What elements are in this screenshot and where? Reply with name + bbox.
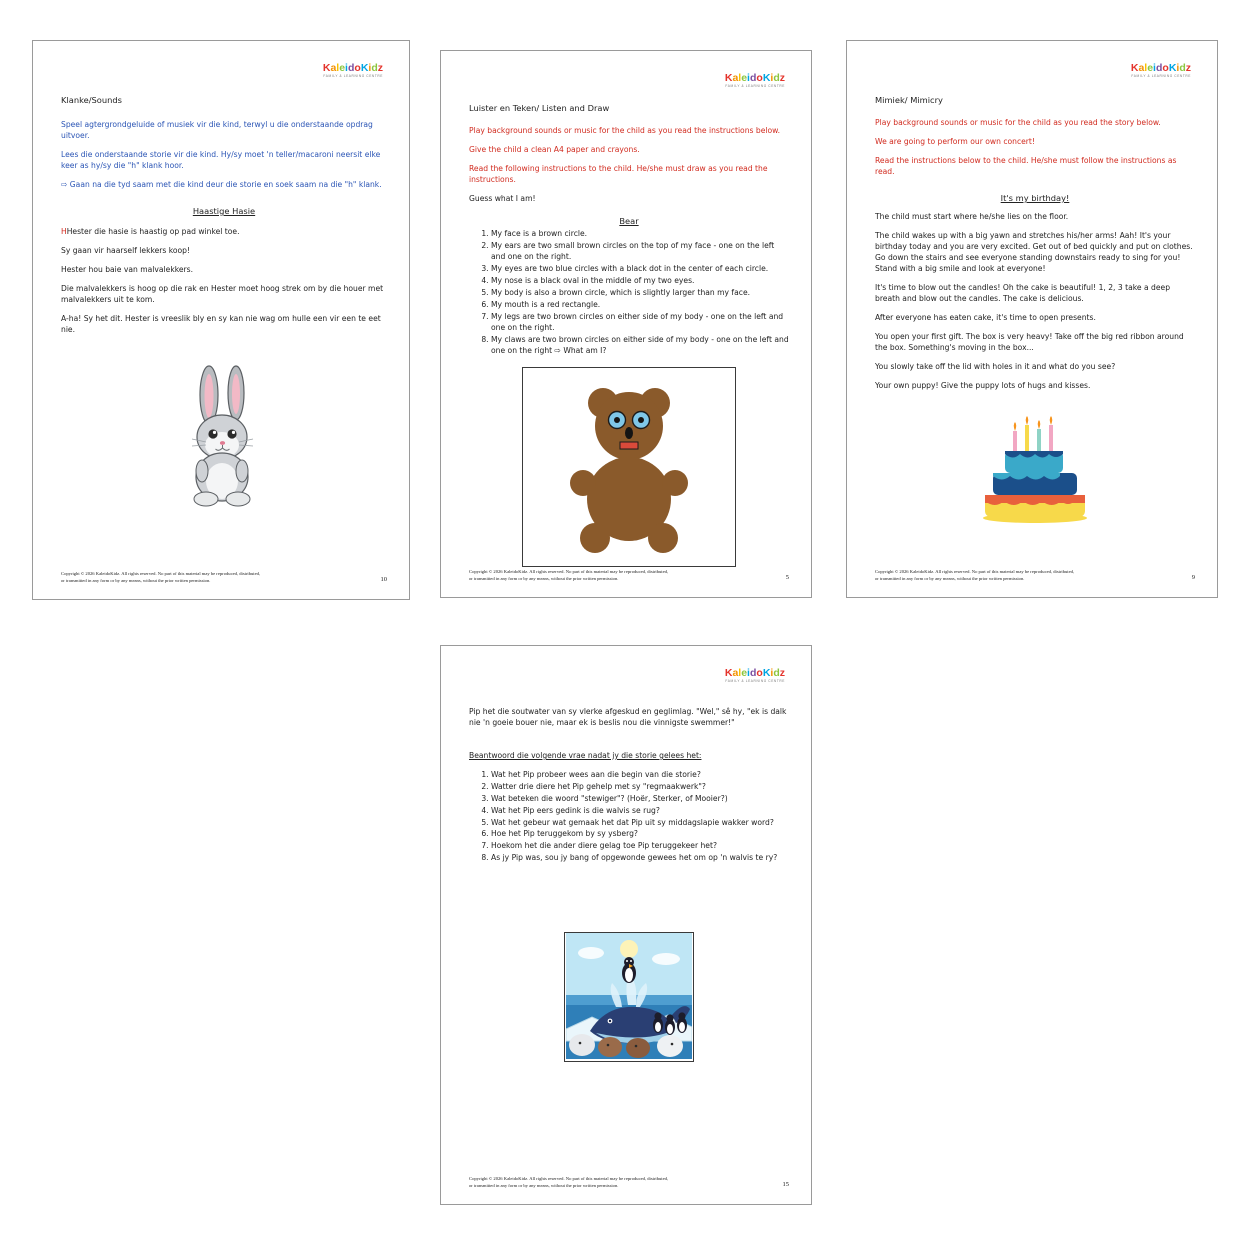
story-line: Your own puppy! Give the puppy lots of hugs and kisses. bbox=[875, 381, 1091, 390]
instruction-line: Read the instructions below to the child. He/she must follow the instructions as read. bbox=[875, 156, 1177, 176]
story-line: HHester die hasie is haastig op pad winkel toe. bbox=[61, 227, 240, 236]
story-line: Hester hou baie van malvalekkers. bbox=[61, 265, 194, 274]
page-mimicry bbox=[846, 40, 1218, 598]
list-item: 3. My eyes are two blue circles with a black dot in the center of each circle. bbox=[491, 263, 789, 274]
brand-tagline: FAMILY & LEARNING CENTRE bbox=[725, 83, 785, 88]
story-line: It's time to blow out the candles! Oh the cake is beautiful! 1, 2, 3 take a deep breath and blow out the candles. The cake is delicious. bbox=[875, 283, 1171, 303]
brand-tagline: FAMILY & LEARNING CENTRE bbox=[323, 73, 383, 78]
list-item: 2. My ears are two small brown circles on the top of my face - one on the left and one on the right. bbox=[491, 240, 789, 263]
instruction-line: Lees die onderstaande storie vir die kind. Hy/sy moet 'n teller/macaroni neersit elke keer as hy/sy die "h" klank hoor. bbox=[61, 150, 381, 170]
copyright-footer: Copyright © 2026 KaleidoKidz. All rights reserved. No part of this material may be reproduced, distributed, or transmitted in any form or by any means, without the prior written permission. 5 bbox=[469, 569, 789, 582]
story-title: Haastige Hasie bbox=[192, 206, 256, 216]
list-item: 1. My face is a brown circle. bbox=[491, 228, 789, 239]
drawing-steps-list bbox=[469, 228, 789, 357]
story-intro: Pip het die soutwater van sy vlerke afgeskud en geglimlag. "Wel," sê hy, "ek is dalk nie 'n goeie bouer nie, maar ek is beslis nou die vinnigste swemmer!" bbox=[469, 707, 787, 727]
brand-tagline: FAMILY & LEARNING CENTRE bbox=[725, 678, 785, 683]
questions-list bbox=[469, 769, 789, 864]
list-item: 2. Watter drie diere het Pip gehelp met sy "regmaakwerk"? bbox=[491, 781, 789, 792]
brand-logo bbox=[725, 73, 785, 88]
instruction-line: Speel agtergrondgeluide of musiek vir die kind, terwyl u die onderstaande opdrag uitvoer. bbox=[61, 120, 373, 140]
list-item: 5. My body is also a brown circle, which is slightly larger than my face. bbox=[491, 287, 789, 298]
story-line: Die malvalekkers is hoog op die rak en Hester moet hoog strek om by die houer met malvalekkers uit te kom. bbox=[61, 284, 384, 304]
list-item: 7. My legs are two brown circles on either side of my body - one on the left and one on the right. bbox=[491, 311, 789, 334]
birthday-cake-illustration bbox=[875, 413, 1195, 530]
copyright-footer: Copyright © 2026 KaleidoKidz. All rights reserved. No part of this material may be reproduced, distributed, or transmitted in any form or by any means, without the prior written permission. 15 bbox=[469, 1176, 789, 1189]
list-item: 8. My claws are two brown circles on either side of my body - one on the left and one on the right ⇨ What am I? bbox=[491, 334, 789, 357]
list-item: 4. Wat het Pip eers gedink is die walvis se rug? bbox=[491, 805, 789, 816]
brand-wordmark: KaleidoKidz bbox=[322, 62, 383, 74]
list-item: 7. Hoekom het die ander diere gelag toe Pip teruggekeer het? bbox=[491, 840, 789, 851]
brand-logo bbox=[1131, 63, 1191, 78]
brand-tagline: FAMILY & LEARNING CENTRE bbox=[1131, 73, 1191, 78]
brand-logo bbox=[323, 63, 383, 78]
brand-wordmark: KaleidoKidz bbox=[724, 667, 785, 679]
page-number: 10 bbox=[380, 576, 387, 584]
brand-wordmark: KaleidoKidz bbox=[1130, 62, 1191, 74]
instruction-line: We are going to perform our own concert! bbox=[875, 137, 1035, 146]
list-item: 6. Hoe het Pip teruggekom by sy ysberg? bbox=[491, 828, 789, 839]
page-title: Luister en Teken/ Listen and Draw bbox=[469, 103, 610, 113]
page-listen-and-draw bbox=[440, 50, 812, 598]
list-item: 3. Wat beteken die woord "stewiger"? (Hoër, Sterker, of Mooier?) bbox=[491, 793, 789, 804]
instruction-line: Read the following instructions to the child. He/she must draw as you read the instructions. bbox=[469, 164, 768, 184]
page-number: 9 bbox=[1191, 574, 1195, 582]
list-item: 8. As jy Pip was, sou jy bang of opgewonde gewees het om op 'n walvis te ry? bbox=[491, 852, 789, 863]
question-heading: Beantwoord die volgende vrae nadat jy die storie gelees het: bbox=[469, 751, 702, 760]
brand-wordmark: KaleidoKidz bbox=[724, 72, 785, 84]
bear-drawing bbox=[469, 367, 789, 567]
copyright-footer: Copyright © 2026 KaleidoKidz. All rights reserved. No part of this material may be reproduced, distributed, or transmitted in any form or by any means, without the prior written permission. 9 bbox=[875, 569, 1195, 582]
prompt-text: Guess what I am! bbox=[469, 194, 536, 203]
page-title: Mimiek/ Mimicry bbox=[875, 95, 943, 105]
list-item: 5. Wat het gebeur wat gemaak het dat Pip uit sy middagslapie wakker word? bbox=[491, 817, 789, 828]
list-item: 6. My mouth is a red rectangle. bbox=[491, 299, 789, 310]
instruction-line: Give the child a clean A4 paper and crayons. bbox=[469, 145, 640, 154]
page-number: 5 bbox=[785, 574, 789, 582]
story-line: The child wakes up with a big yawn and stretches his/her arms! Aah! It's your birthday today and you are very excited. Get out of bed quickly and put on clothes. Go down the stairs and see everyone standing downstairs ready to sing for you! Stand with a big smile and look at everyone! bbox=[875, 231, 1193, 273]
page-sounds bbox=[32, 40, 410, 600]
page-number: 15 bbox=[782, 1181, 789, 1189]
list-item: 4. My nose is a black oval in the middle of my two eyes. bbox=[491, 275, 789, 286]
story-line: Sy gaan vir haarself lekkers koop! bbox=[61, 246, 191, 255]
page-title: Klanke/Sounds bbox=[61, 95, 122, 105]
whale-and-penguins-illustration bbox=[469, 932, 789, 1062]
story-line: A-ha! Sy het dit. Hester is vreeslik bly en sy kan nie wag om hulle een vir een te eet nie. bbox=[61, 314, 381, 334]
story-line: The child must start where he/she lies on the floor. bbox=[875, 212, 1069, 221]
bunny-illustration bbox=[61, 361, 387, 511]
story-title: It's my birthday! bbox=[1000, 193, 1070, 203]
instruction-line: Play background sounds or music for the child as you read the instructions below. bbox=[469, 126, 781, 135]
brand-logo bbox=[725, 668, 785, 683]
copyright-footer: Copyright © 2026 KaleidoKidz. All rights reserved. No part of this material may be reproduced, distributed, or transmitted in any form or by any means, without the prior written permission. 10 bbox=[61, 571, 387, 584]
answer-title: Bear bbox=[619, 216, 639, 226]
story-line: After everyone has eaten cake, it's time to open presents. bbox=[875, 313, 1096, 322]
story-line: You slowly take off the lid with holes in it and what do you see? bbox=[875, 362, 1116, 371]
list-item: 1. Wat het Pip probeer wees aan die begin van die storie? bbox=[491, 769, 789, 780]
page-questions bbox=[440, 645, 812, 1205]
story-line: You open your first gift. The box is very heavy! Take off the big red ribbon around the box. Something's moving in the box... bbox=[875, 332, 1184, 352]
instruction-line: Play background sounds or music for the child as you read the story below. bbox=[875, 118, 1161, 127]
instruction-line: ⇨ Gaan na die tyd saam met die kind deur die storie en soek saam na die "h" klank. bbox=[61, 180, 382, 189]
